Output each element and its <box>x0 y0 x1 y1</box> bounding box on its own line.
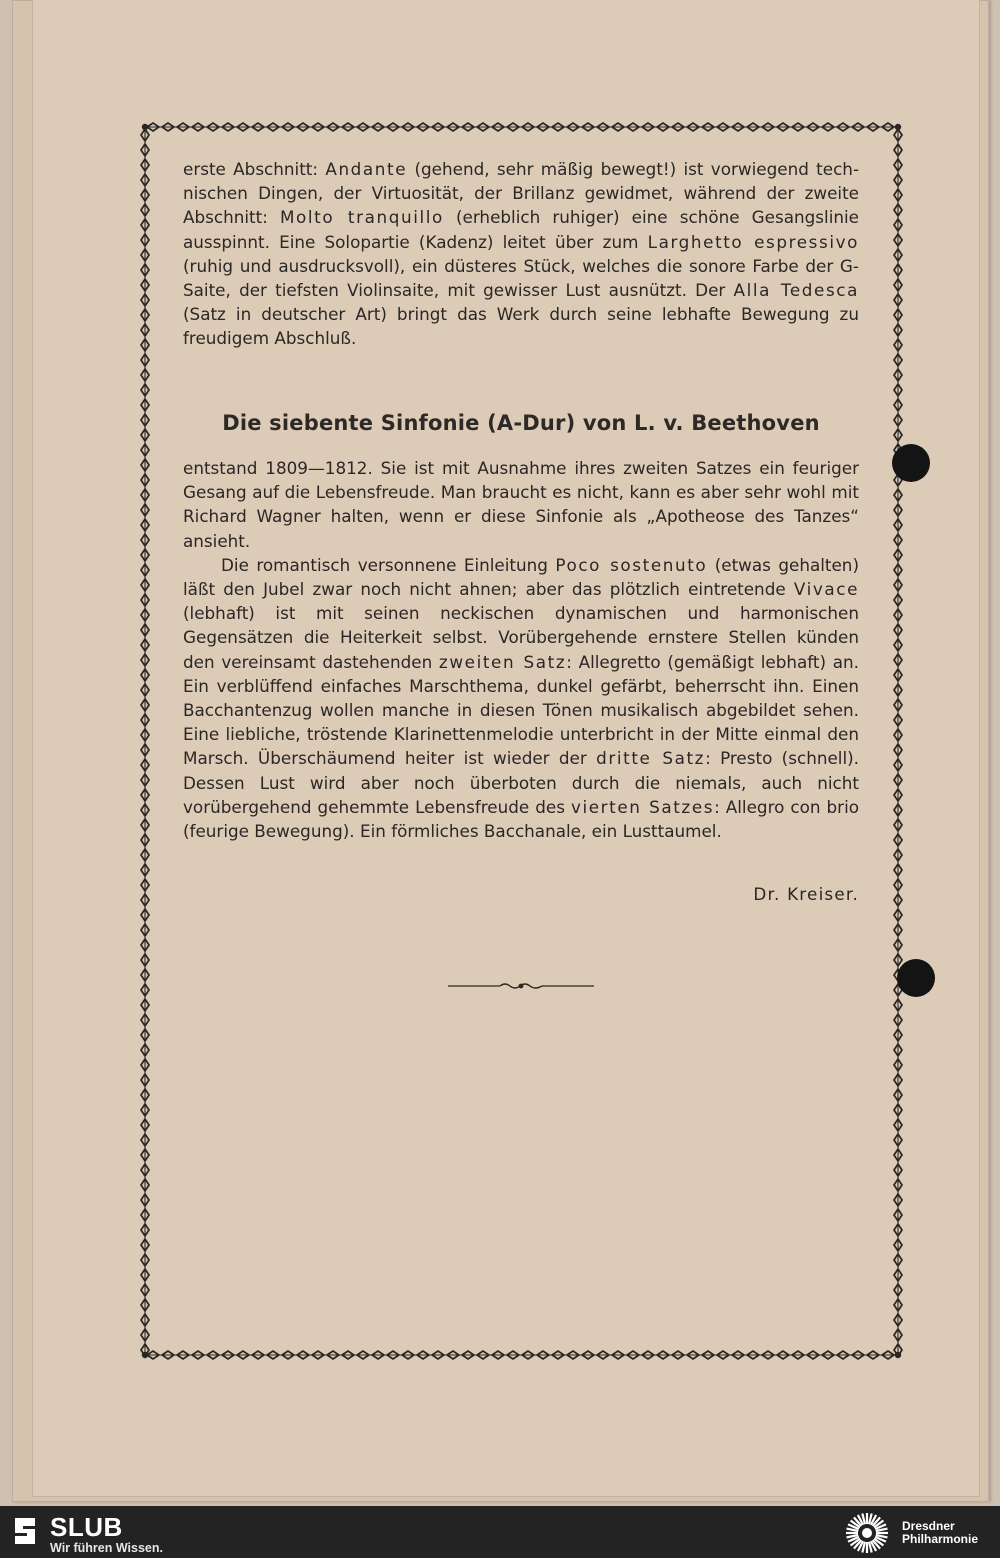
library-slogan: Wir führen Wissen. <box>50 1541 163 1555</box>
intro-paragraph-run: (ruhig und ausdrucksvoll), ein düsteres Stück, welches die sonore Farbe der G-Saite, der tiefsten Violinsaite, mit gewisser Lust ausnützt. Der <box>183 255 859 301</box>
paragraph-1: entstand 1809—1812. Sie ist mit Ausnahme ihres zweiten Satzes ein feuriger Gesang auf die Lebensfreude. Man braucht es nicht, kann es aber sehr wohl mit Richard Wagner halten, wenn er diese Sinfonie als „Apotheose des Tanzes“ ansieht. <box>183 458 859 551</box>
border-corner <box>142 1352 148 1358</box>
intro-paragraph <box>183 157 859 351</box>
section-heading: Die siebente Sinfonie (A-Dur) von L. v. Beethoven <box>222 411 820 435</box>
paragraph-2-run: dritte Satz <box>596 748 706 769</box>
philharmonie-logo-icon <box>840 1511 894 1555</box>
paragraph-2-run: zweiten Satz <box>438 651 567 672</box>
intro-paragraph-run: Andante <box>325 159 408 179</box>
border-corner <box>895 124 901 130</box>
punch-hole-lower <box>897 959 935 997</box>
paragraph-2-run: : Presto (schnell). Dessen Lust wird aber noch überboten durch die niemals, auch nicht vorübergehend gehemmte Lebensfreude des <box>183 748 859 817</box>
punch-hole-upper <box>892 444 930 482</box>
paragraph-2-run: Vivace <box>793 579 859 600</box>
partner-name-line-2: Philharmonie <box>902 1532 979 1546</box>
paragraph-2-run: : Allegretto (gemäßigt lebhaft) an. Ein verblüffend einfaches Marschthema, dunkel gefärbt, beherrscht ihn. Einen Bacchantenzug wollen manche in diesen Tönen musikalisch abgebildet sehen. Eine liebliche, tröstende Klarinettenmelodie unterbricht in der Mitte einmal den Marsch. Überschäumend heiter ist wieder der <box>183 651 859 769</box>
intro-paragraph-run: Alla Tedesca <box>733 280 860 301</box>
library-name: SLUB <box>50 1512 123 1542</box>
paragraph-2-run: Die romantisch versonnene Einleitung <box>221 554 556 575</box>
flourish-divider <box>448 978 594 994</box>
intro-paragraph-run: Larghetto espressivo <box>647 231 860 252</box>
paragraph-2 <box>183 553 859 843</box>
paragraph-2-run: : Allegro con brio (feurige Bewegung). Ein förmliches Bacchanale, ein Lusttaumel. <box>183 796 859 842</box>
border-corner <box>895 1352 901 1358</box>
intro-paragraph-run: Molto tranquillo <box>279 207 444 228</box>
border-corner <box>142 124 148 130</box>
slub-logo-icon <box>11 1516 39 1546</box>
logo-center <box>862 1528 872 1538</box>
partner-name <box>902 1520 978 1546</box>
footer-bar <box>0 1506 1000 1558</box>
paragraph-2-run: Poco sostenuto <box>555 554 708 575</box>
paragraph-2-run: vierten Satzes <box>570 796 715 817</box>
section-body <box>183 456 859 843</box>
paragraph-2-run: (lebhaft) ist mit seinen neckischen dynamischen und harmonischen Gegensätzen die Heiterkeit selbst. Vorübergehende ernstere Stellen künden den vereinsamt dastehenden <box>183 603 859 672</box>
intro-paragraph-run: (gehend, sehr mäßig bewegt!) ist vorwiegend technischen Dingen, der Virtuosität, der Brillanz gewidmet, während der zweite Abschnitt: <box>183 159 860 228</box>
intro-paragraph-run: erste Abschnitt: <box>183 159 326 179</box>
intro-paragraph-run: (erheblich ruhiger) eine schöne Gesangslinie ausspinnt. Eine Solopartie (Kadenz) leitet über zum <box>183 207 859 252</box>
intro-paragraph-run: (Satz in deutscher Art) bringt das Werk durch seine lebhafte Bewegung zu freudigem Abschluß. <box>183 304 859 349</box>
paragraph-2-run: (etwas gehalten) läßt den Jubel zwar noch nicht ahnen; aber das plötzlich eintretende <box>183 554 859 600</box>
partner-name-line-1: Dresdner <box>902 1519 955 1533</box>
author-signature: Dr. Kreiser. <box>753 884 859 904</box>
